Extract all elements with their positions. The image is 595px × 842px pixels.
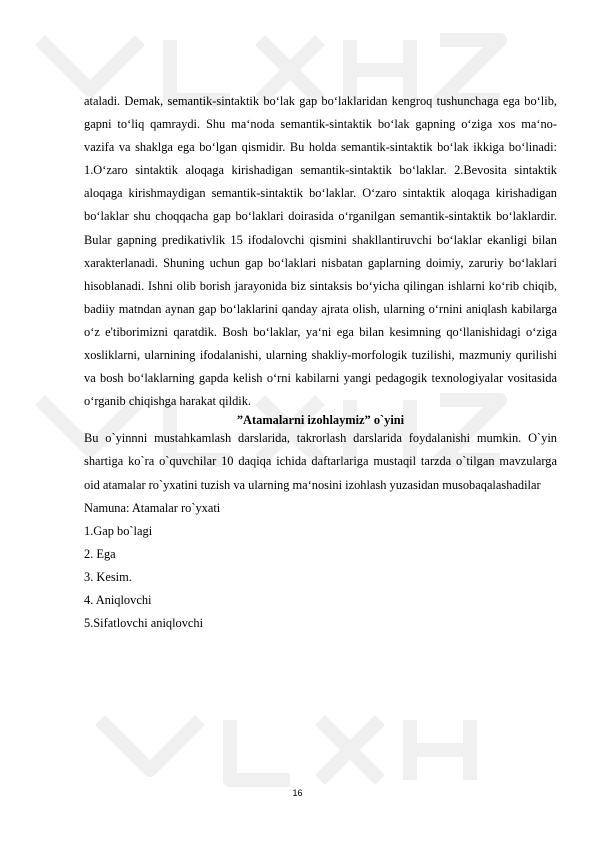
- list-item: 5.Sifatlovchi aniqlovchi: [84, 616, 204, 631]
- body-paragraph-2: Bu o`yinnni mustahkamlash darslarida, takrorlash darslarida foydalanishi mumkin. O`yin shartiga ko`ra o`quvchilar 10 daqiqa ichida daftarlariga mustaqil tarzda o`tilgan mavzularga oid atamalar ro`yxatini tuzish va ularning ma‘nosini izohlash yuzasidan musobaqalashadilar: [84, 431, 557, 492]
- list-item: 3. Kesim.: [84, 569, 132, 584]
- page-number: 16: [292, 788, 303, 798]
- section-title: ”Atamalarni izohlaymiz” o`yini: [236, 413, 405, 428]
- example-label: Namuna: Atamalar ro`yxati: [84, 500, 221, 515]
- page-content: [84, 90, 557, 635]
- list-item: 1.Gap bo`lagi: [84, 523, 153, 538]
- list-item: 4. Aniqlovchi: [84, 592, 152, 607]
- body-paragraph-1: ataladi. Demak, semantik-sintaktik bo‘lak gap bo‘laklaridan kengroq tushunchaga ega bo‘lib, gapni to‘liq qamraydi. Shu ma‘noda semantik-sintaktik bo‘lak gapning o‘ziga xos ma‘no-vazifa va shaklga ega bo‘lgan qismidir. Bu holda semantik-sintaktik bo‘lak ikkiga bo‘linadi: 1.O‘zaro sintaktik aloqaga kirishadigan semantik-sintaktik bo‘laklar. 2.Bevosita sintaktik aloqaga kirishmaydigan semantik-sintaktik bo‘laklar. O‘zaro sintaktik aloqaga kirishadigan bo‘laklar shu choqqacha gap bo‘laklari doirasida o‘rganilgan semantik-sintaktik bo‘laklardir. Bular gapning predikativlik 15 ifodalovchi qismini shakllantiruvchi bo‘laklar ekanligi bilan xarakterlanadi. Shuning uchun gap bo‘laklari nisbatan gaplarning doimiy, zaruriy bo‘laklari hisoblanadi. Ishni olib borish jarayonida biz sintaksis bo‘yicha qilingan ishlarni ko‘rib chiqib, badiiy matndan aynan gap bo‘laklarini qanday ajrata olish, ularning o‘rnini aniqlash kabilarga o‘z e'tiborimizni qaratdik. Bosh bo‘laklar, ya‘ni ega bilan kesimning qo‘llanishidagi o‘ziga xosliklarni, ularnining ifodalanishi, ularning shakliy-morfologik tuzilishi, mazmuniy qurilishi va bosh bo‘laklarning gapda kelish o‘rni kabilarni yangi pedagogik texnologiyalar vositasida o‘rganib chiqishga harakat qildik.: [84, 94, 557, 409]
- list-item: 2. Ega: [84, 546, 116, 561]
